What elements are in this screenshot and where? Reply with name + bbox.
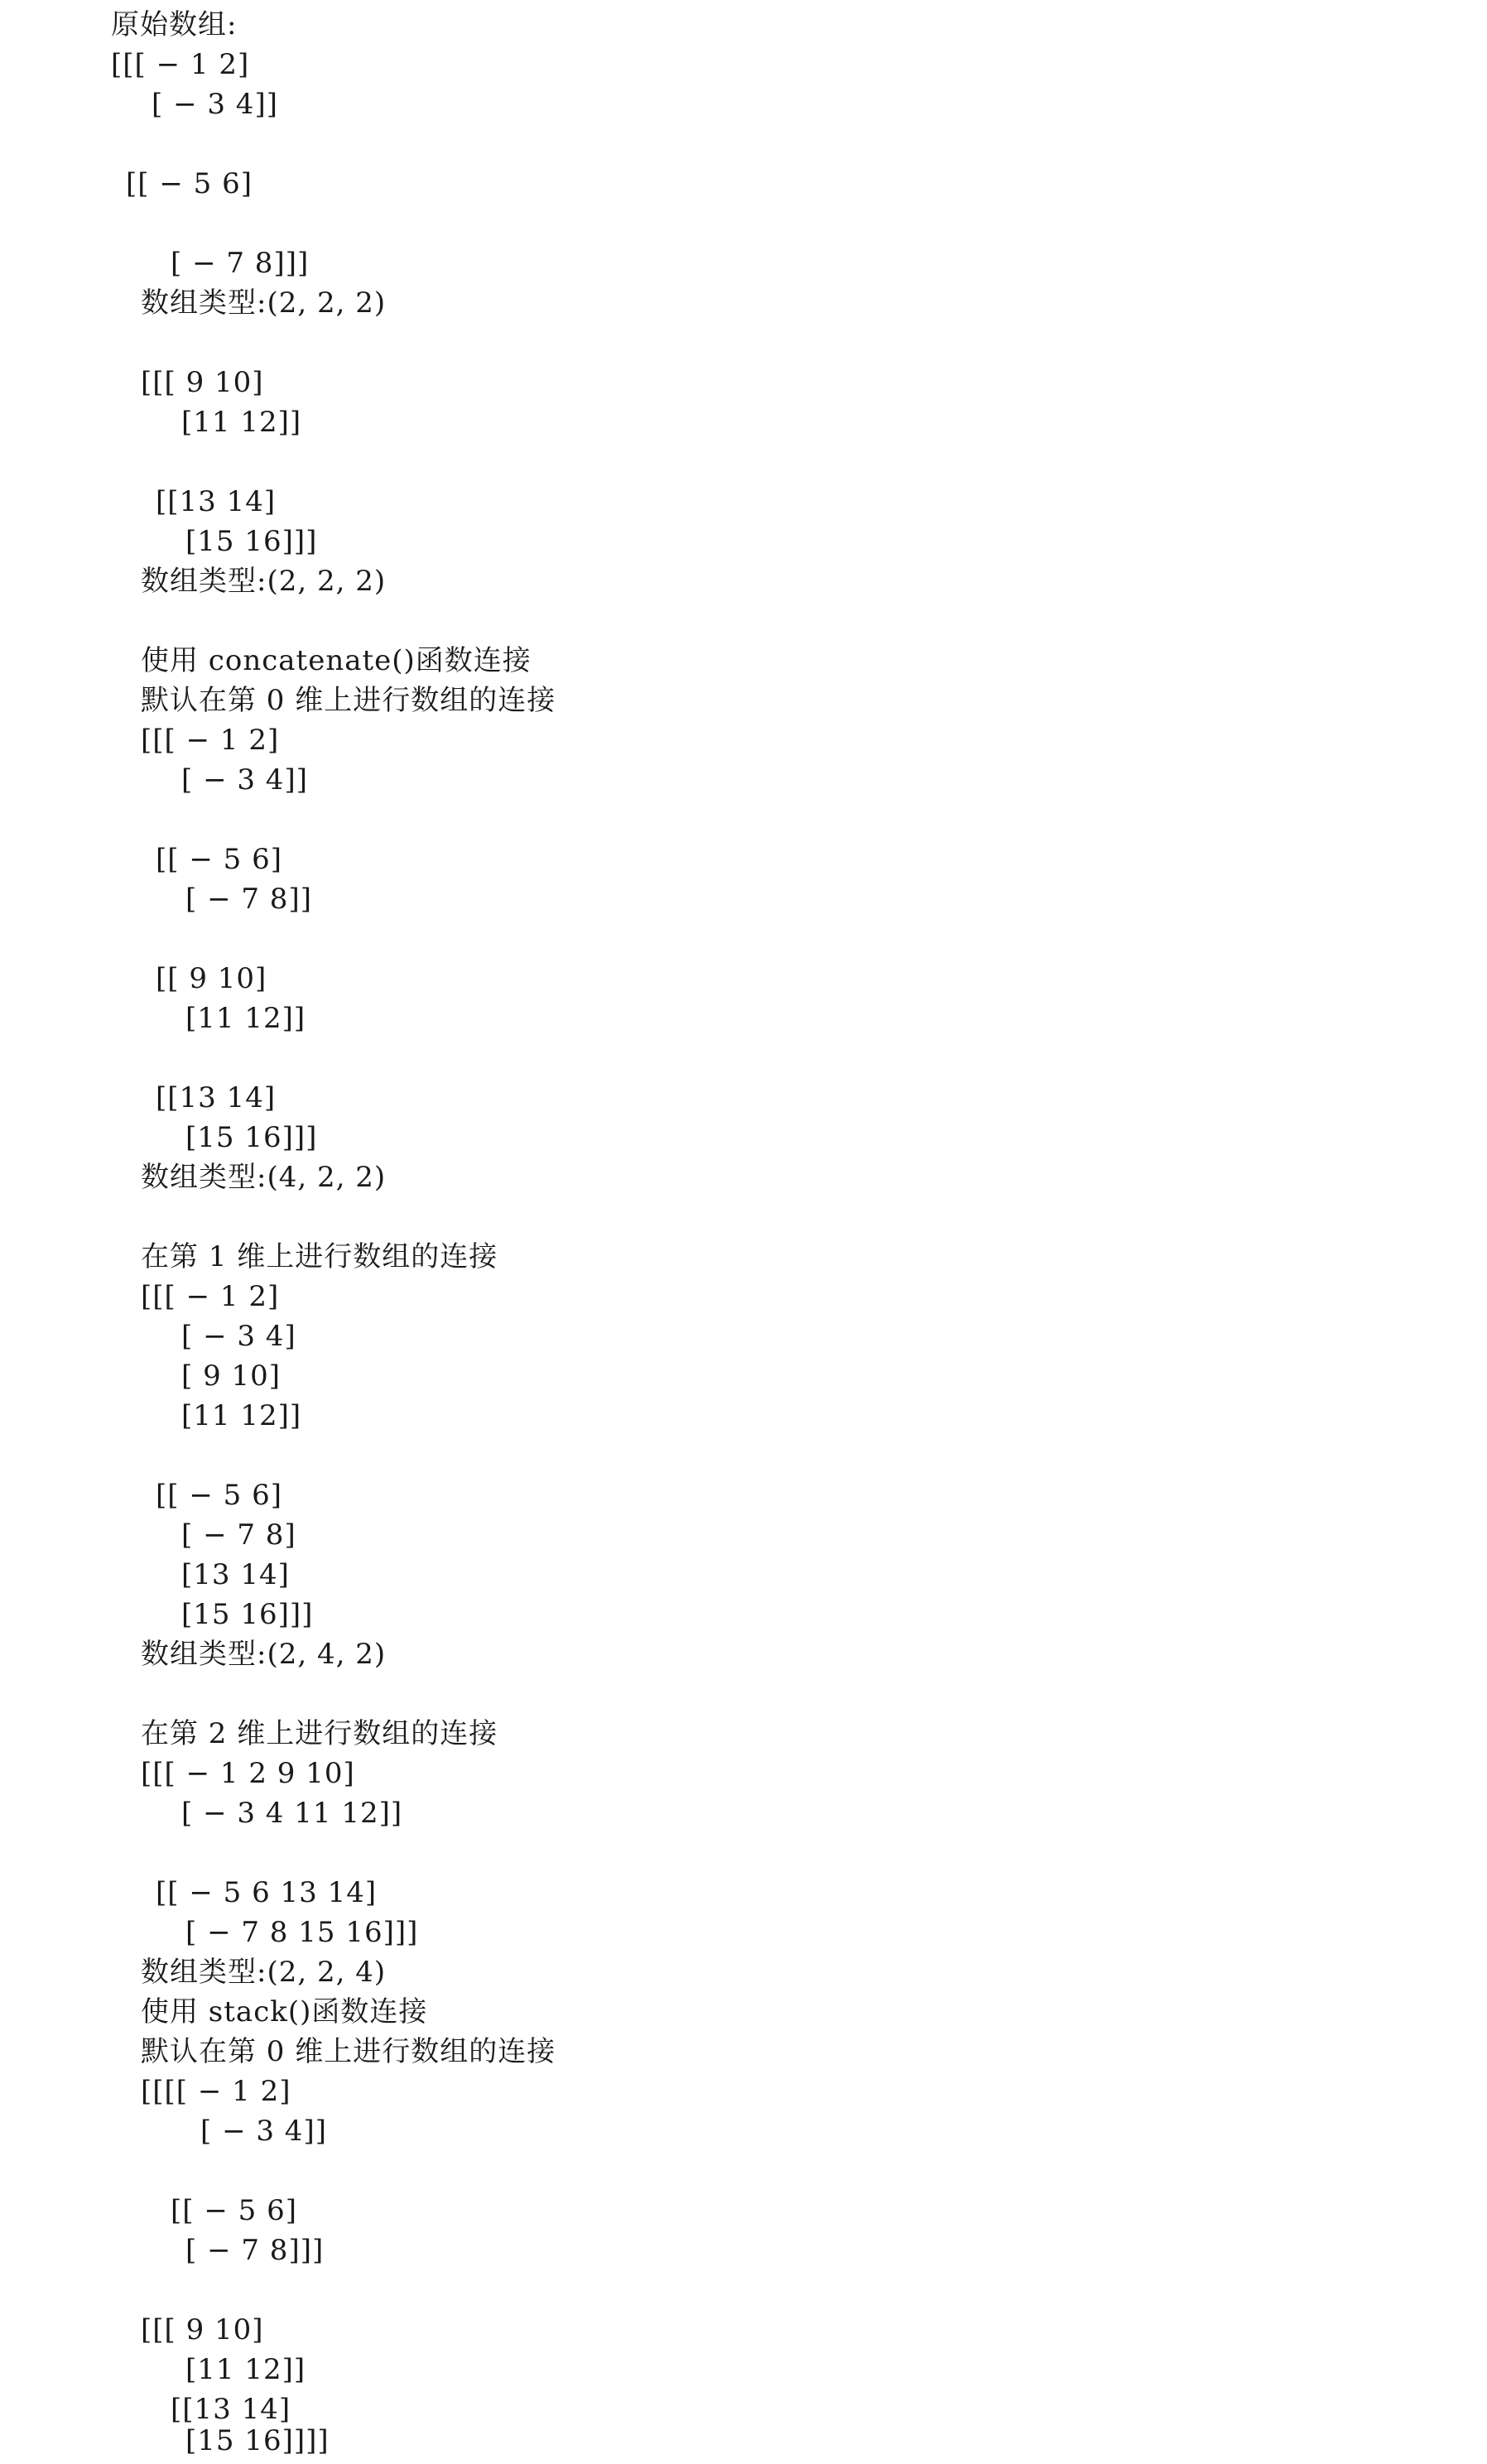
output-line: [11 12]]: [181, 1399, 302, 1432]
output-line: [ − 3 4]]: [181, 763, 308, 796]
output-line: [[ 9 10]: [156, 962, 267, 995]
output-line: 使用 concatenate()函数连接: [141, 644, 532, 677]
output-line: 数组类型:(2, 4, 2): [141, 1638, 387, 1671]
output-line: 数组类型:(4, 2, 2): [141, 1161, 387, 1194]
output-line: [11 12]]: [181, 406, 302, 439]
output-line: 在第 1 维上进行数组的连接: [141, 1240, 498, 1273]
output-line: [[[ − 1 2]: [141, 724, 280, 757]
output-line: [[[[ − 1 2]: [141, 2075, 291, 2108]
output-line: 在第 2 维上进行数组的连接: [141, 1717, 498, 1750]
output-line: [[13 14]: [171, 2393, 291, 2426]
output-line: 默认在第 0 维上进行数组的连接: [141, 684, 556, 717]
output-line: 数组类型:(2, 2, 2): [141, 286, 387, 320]
output-line: [13 14]: [181, 1558, 290, 1591]
output-line: 使用 stack()函数连接: [141, 1995, 428, 2028]
output-line: [ − 3 4]: [181, 1320, 296, 1353]
output-line: [ − 7 8]]]: [185, 2234, 325, 2267]
output-line: 原始数组:: [111, 8, 238, 41]
output-line: [ − 3 4]]: [152, 88, 278, 121]
output-line: [[[ 9 10]: [141, 2313, 264, 2346]
output-line: [[[ − 1 2 9 10]: [141, 1757, 355, 1790]
output-line: 数组类型:(2, 2, 2): [141, 565, 387, 598]
output-line: [[[ 9 10]: [141, 366, 264, 399]
output-line: [15 16]]]: [185, 525, 318, 558]
output-line: [ − 7 8 15 16]]]: [185, 1916, 419, 1949]
output-line: [[ − 5 6]: [156, 1479, 282, 1512]
output-line: [11 12]]: [185, 1002, 306, 1035]
output-line: 默认在第 0 维上进行数组的连接: [141, 2035, 556, 2068]
output-line: [ − 7 8]: [181, 1518, 296, 1552]
output-line: [ − 3 4 11 12]]: [181, 1797, 403, 1830]
output-line: [[ − 5 6 13 14]: [156, 1876, 378, 1909]
output-line: [ − 7 8]]: [185, 883, 312, 916]
output-line: [[[ − 1 2]: [141, 1280, 280, 1313]
output-line: [[[ − 1 2]: [111, 48, 250, 81]
output-line: [ − 3 4]]: [200, 2115, 327, 2148]
output-line: [15 16]]]: [185, 1121, 318, 1154]
output-line: [ 9 10]: [181, 1360, 282, 1393]
output-line: [[ − 5 6]: [156, 843, 282, 876]
output-line: [ − 7 8]]]: [171, 247, 310, 280]
output-line: [[ − 5 6]: [126, 167, 253, 200]
output-line: [11 12]]: [185, 2353, 306, 2386]
output-line: 数组类型:(2, 2, 4): [141, 1956, 387, 1989]
output-line: [15 16]]]]: [185, 2424, 330, 2457]
output-line: [15 16]]]: [181, 1598, 314, 1631]
output-line: [[13 14]: [156, 1081, 277, 1114]
output-line: [[ − 5 6]: [171, 2194, 297, 2227]
output-line: [[13 14]: [156, 485, 277, 518]
